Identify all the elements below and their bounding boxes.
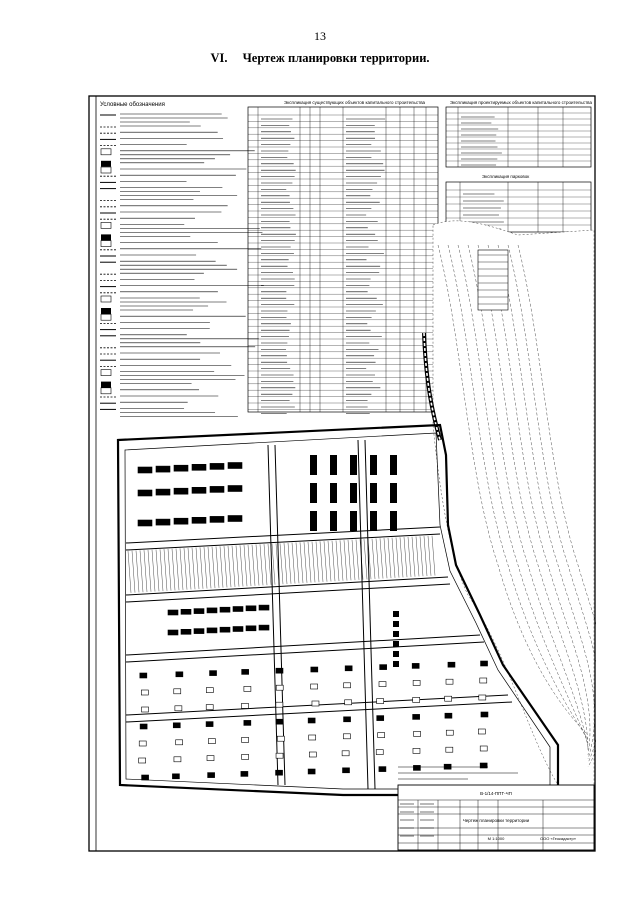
section-title: Чертеж планировки территории. [242, 51, 430, 65]
table-existing-heading: Экспликация существующих объектов капитального строительства [284, 100, 426, 105]
title-block [398, 785, 594, 850]
stamp-title: Чертеж планировки территории [462, 818, 530, 823]
table-projected-heading: Экспликация проектируемых объектов капитального строительства [450, 100, 592, 105]
section-heading [0, 51, 640, 66]
table-parking-heading: Экспликация парковок [482, 174, 530, 179]
stamp-org: ООО «Геокадастр» [540, 836, 576, 841]
planning-drawing [88, 95, 596, 852]
section-number: VI. [210, 51, 228, 65]
page-number: 13 [314, 29, 326, 43]
planning-drawing-canvas [88, 95, 596, 852]
stamp-scale: М 1:1000 [487, 836, 505, 841]
legend-heading: Условные обозначения [100, 102, 165, 108]
stamp-code: В-1/14-ППТ-ЧП [480, 791, 512, 796]
